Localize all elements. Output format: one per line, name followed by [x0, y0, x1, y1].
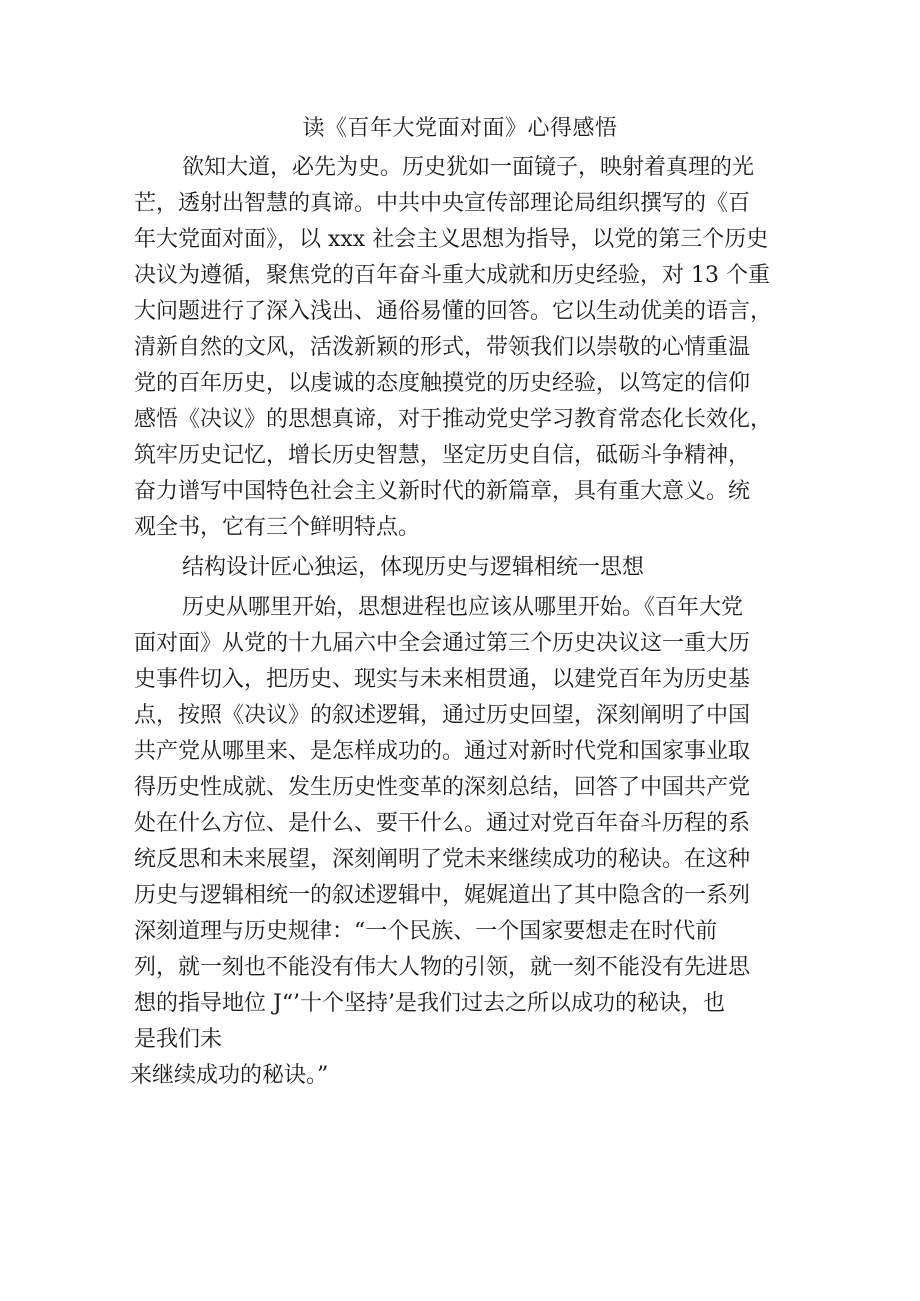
- paragraph-line: 处在什么方位、是什么、要干什么。通过对党百年奋斗历程的系: [134, 811, 751, 836]
- paragraph-line: 统反思和未来展望，深刻阐明了党未来继续成功的秘诀。在这种: [134, 847, 751, 872]
- document-body: [130, 150, 806, 1094]
- paragraph-line: 年大党面对面》，以 xxx 社会主义思想为指导，以党的第三个历史: [134, 227, 769, 252]
- paragraph-line: 筑牢历史记忆，增长历史智慧，坚定历史自信，砥砺斗争精神，: [134, 443, 751, 468]
- paragraph-line: 芒，透射出智慧的真谛。中共中央宣传部理论局组织撰写的《百: [134, 191, 751, 216]
- paragraph-line: 共产党从哪里来、是怎样成功的。通过对新时代党和国家事业取: [134, 739, 751, 764]
- paragraph-structure: [130, 590, 806, 1094]
- paragraph-line: 欲知大道，必先为史。历史犹如一面镜子，映射着真理的光: [182, 155, 755, 180]
- paragraph-intro: [134, 150, 806, 546]
- paragraph-line: 奋力谱写中国特色社会主义新时代的新篇章，具有重大意义。统: [134, 479, 751, 504]
- paragraph-line: 列，就一刻也不能没有伟大人物的引领，就一刻不能没有先进思: [134, 955, 751, 980]
- paragraph-line: 感悟《决议》的思想真谛，对于推动党史学习教育常态化长效化，: [134, 407, 773, 432]
- paragraph-line: 决议为遵循，聚焦党的百年奋斗重大成就和历史经验，对 13 个重: [134, 263, 770, 288]
- paragraph-line: 想的指导地位 J“’十个坚持’是我们过去之所以成功的秘诀，也: [134, 991, 726, 1016]
- paragraph-line: 史事件切入，把历史、现实与未来相贯通，以建党百年为历史基: [134, 667, 751, 692]
- paragraph-line: 历史与逻辑相统一的叙述逻辑中，娓娓道出了其中隐含的一系列: [134, 883, 751, 908]
- paragraph-line: 大问题进行了深入浅出、通俗易懂的回答。它以生动优美的语言，: [134, 299, 773, 324]
- paragraph-line: 得历史性成就、发生历史性变革的深刻总结，回答了中国共产党: [134, 775, 751, 800]
- paragraph-line: 观全书，它有三个鲜明特点。: [134, 515, 421, 540]
- paragraph-line: 点，按照《决议》的叙述逻辑，通过历史回望，深刻阐明了中国: [134, 703, 751, 728]
- paragraph-line: 面对面》从党的十九届六中全会通过第三个历史决议这一重大历: [134, 631, 751, 656]
- paragraph-line: 清新自然的文风，活泼新颖的形式，带领我们以崇敬的心情重温: [134, 335, 751, 360]
- paragraph-line: 历史从哪里开始，思想进程也应该从哪里开始。《百年大党: [182, 595, 744, 620]
- document-title: 读《百年大党面对面》心得感悟: [302, 116, 618, 141]
- paragraph-line: 深刻道理与历史规律：“一个民族、一个国家要想走在时代前: [134, 919, 718, 944]
- paragraph-line: 是我们未: [134, 1027, 223, 1052]
- section-heading: 结构设计匠心独运，体现历史与逻辑相统一思想: [182, 555, 645, 580]
- paragraph-line: 党的百年历史，以虔诚的态度触摸党的历史经验，以笃定的信仰: [134, 371, 751, 396]
- paragraph-line: 来继续成功的秘诀。”: [130, 1063, 329, 1088]
